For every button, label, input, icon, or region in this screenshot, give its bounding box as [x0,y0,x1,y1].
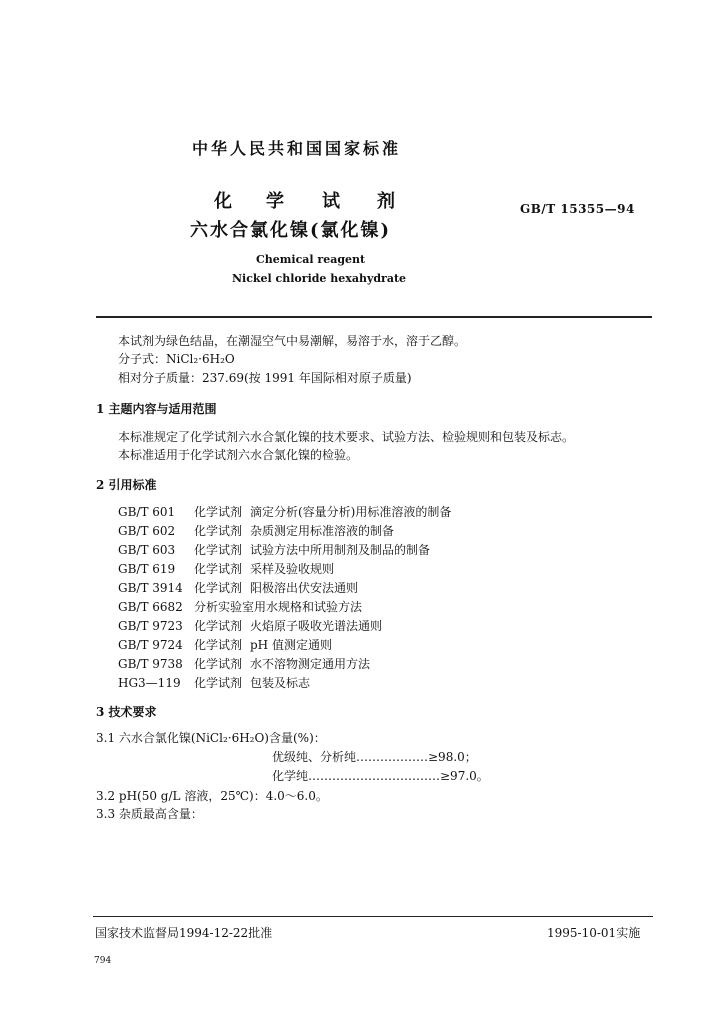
grade-analytical: 优级纯、分析纯………………≥98.0； [272,750,477,764]
effective-date: 1995-10-01实施 [547,926,641,940]
section-2-heading: 2 引用标准 [96,478,157,492]
reference-code: GB/T 601 [118,505,176,519]
reference-code: HG3—119 [118,676,181,690]
reference-title: 阳极溶出伏安法通则 [250,581,359,595]
reference-item [118,579,358,596]
molecular-formula: 分子式：NiCl₂·6H₂O [118,352,235,366]
reagent-description: 本试剂为绿色结晶，在潮湿空气中易潮解，易溶于水，溶于乙醇。 [118,334,467,348]
reference-item [118,674,310,691]
reference-category: 化学试剂 [194,676,243,690]
reference-title: 水不溶物测定通用方法 [250,657,371,671]
standard-number: GB/T 15355—94 [520,202,635,216]
reference-code: GB/T 6682 [118,600,183,614]
title-char: 剂 [377,191,395,212]
footer-divider [93,916,653,917]
reference-code: GB/T 9723 [118,619,183,633]
reference-category: 化学试剂 [194,638,243,652]
reference-title: 火焰原子吸收光谱法通则 [250,619,383,633]
reference-title: 包装及标志 [250,676,311,690]
reference-item [118,560,334,577]
english-title-1: Chemical reagent [256,253,366,266]
reference-item [118,541,430,558]
molecular-mass: 相对分子质量：237.69(按 1991 年国际相对原子质量) [118,371,412,385]
reference-item [118,636,332,653]
reference-item [118,522,394,539]
reference-title: 分析实验室用水规格和试验方法 [194,600,363,614]
english-title-2: Nickel chloride hexahydrate [232,272,407,285]
reference-code: GB/T 9724 [118,638,183,652]
item-3-3: 3.3 杂质最高含量： [96,807,203,821]
grade-chemical: 化学纯……………………………≥97.0。 [272,769,489,783]
approval-line: 国家技术监督局1994-12-22批准 [95,926,273,940]
item-3-2: 3.2 pH(50 g/L 溶液，25℃)：4.0～6.0。 [96,789,328,803]
reference-title: 采样及验收规则 [250,562,335,576]
header-divider [96,316,652,318]
reference-item [118,655,370,672]
reference-item [118,503,451,520]
reference-category: 化学试剂 [194,505,243,519]
section-1-paragraph-2: 本标准适用于化学试剂六水合氯化镍的检验。 [118,448,359,462]
reference-category: 化学试剂 [194,581,243,595]
reference-title: 滴定分析(容量分析)用标准溶液的制备 [250,505,452,519]
section-1-heading: 1 主题内容与适用范围 [96,402,217,416]
title-char: 试 [322,191,340,212]
reference-title: 试验方法中所用制剂及制品的制备 [250,543,431,557]
item-3-1: 3.1 六水合氯化镍(NiCl₂·6H₂O)含量(%)： [96,731,326,745]
reference-code: GB/T 603 [118,543,176,557]
section-1-paragraph-1: 本标准规定了化学试剂六水合氯化镍的技术要求、试验方法、检验规则和包装及标志。 [118,430,575,444]
reference-title: 杂质测定用标准溶液的制备 [250,524,395,538]
reference-category: 化学试剂 [194,619,243,633]
title-char: 化 [214,191,232,212]
title-line-2: 六水合氯化镍(氯化镍) [190,220,392,241]
title-char: 学 [266,191,284,212]
issuing-body: 中华人民共和国国家标准 [192,139,402,158]
page-number: 794 [94,956,112,966]
reference-category: 化学试剂 [194,524,243,538]
reference-category: 化学试剂 [194,562,243,576]
reference-item [118,598,362,615]
reference-category: 化学试剂 [194,543,243,557]
reference-code: GB/T 619 [118,562,176,576]
reference-category: 化学试剂 [194,657,243,671]
reference-code: GB/T 3914 [118,581,183,595]
reference-code: GB/T 9738 [118,657,183,671]
section-3-heading: 3 技术要求 [96,705,157,719]
reference-item [118,617,382,634]
reference-code: GB/T 602 [118,524,176,538]
reference-title: pH 值测定通则 [250,638,332,652]
